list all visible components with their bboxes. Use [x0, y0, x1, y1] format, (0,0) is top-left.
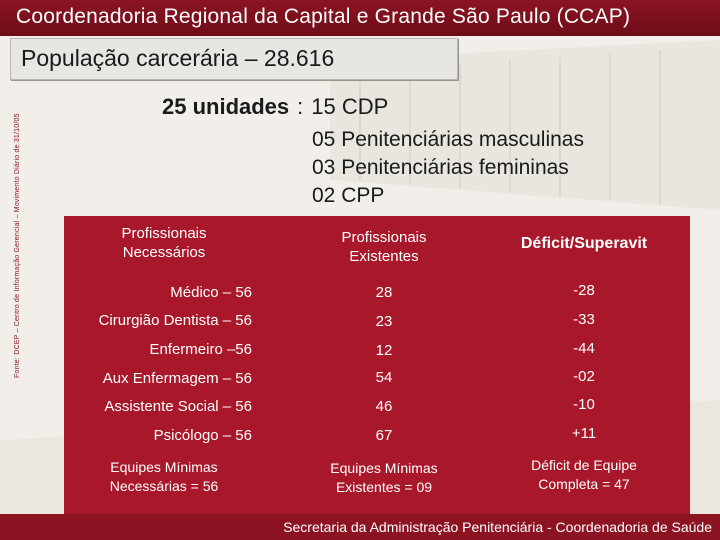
table-row-existing-5: 67	[375, 427, 393, 444]
units-colon: :	[297, 94, 304, 119]
table-row-delta-3: -02	[573, 368, 595, 385]
footer-necessary: Equipes Mínimas Necessárias = 56	[109, 459, 219, 494]
header-necessary: Profissionais Necessários	[121, 225, 207, 261]
table-row-existing-0: 28	[375, 284, 393, 301]
subtitle-box	[10, 38, 458, 80]
units-line-1: 05 Penitenciárias masculinas	[312, 128, 584, 151]
header-bar	[0, 0, 720, 36]
units-line-2: 03 Penitenciárias femininas	[312, 156, 569, 179]
header-existing: Profissionais Existentes	[341, 229, 427, 265]
header-deficit: Déficit/Superavit	[520, 235, 648, 252]
table-row-prof-3: Aux Enfermagem – 56	[102, 370, 252, 387]
table-row-existing-3: 54	[375, 369, 393, 386]
table-row-prof-1: Cirurgião Dentista – 56	[98, 312, 252, 329]
table-row-prof-5: Psicólogo – 56	[153, 427, 252, 444]
table-row-delta-0: -28	[573, 282, 595, 299]
table-row-delta-5: +11	[571, 425, 597, 442]
table-row-prof-4: Assistente Social – 56	[104, 398, 252, 415]
table-row-existing-4: 46	[375, 398, 393, 415]
source-note: Fonte: DCEP – Centro de Informação Gerencial – Movimento Diário de 31/10/05	[14, 113, 21, 378]
footer-deficit: Déficit de Equipe Completa = 47	[531, 457, 637, 492]
footer-text: Secretaria da Administração Penitenciária - Coordenadoria de Saúde	[283, 519, 712, 535]
table-row-prof-2: Enfermeiro –56	[149, 341, 252, 358]
units-heading	[162, 94, 388, 120]
page-title: Coordenadoria Regional da Capital e Grande São Paulo (CCAP)	[16, 5, 631, 28]
subtitle: População carcerária – 28.616	[21, 45, 335, 71]
table-row-existing-2: 12	[375, 342, 393, 359]
table-row-delta-4: -10	[573, 396, 595, 413]
footer-bar	[0, 514, 720, 540]
table-row-existing-1: 23	[375, 313, 393, 330]
table-row-prof-0: Médico – 56	[170, 284, 252, 301]
units-line-0: 15 CDP	[311, 94, 389, 119]
table-row-delta-2: -44	[573, 340, 595, 357]
footer-existing: Equipes Mínimas Existentes = 09	[330, 460, 438, 495]
table-row-delta-1: -33	[573, 311, 595, 328]
units-label: 25 unidades	[162, 94, 290, 119]
units-line-3: 02 CPP	[312, 184, 385, 207]
staff-table	[64, 216, 690, 514]
